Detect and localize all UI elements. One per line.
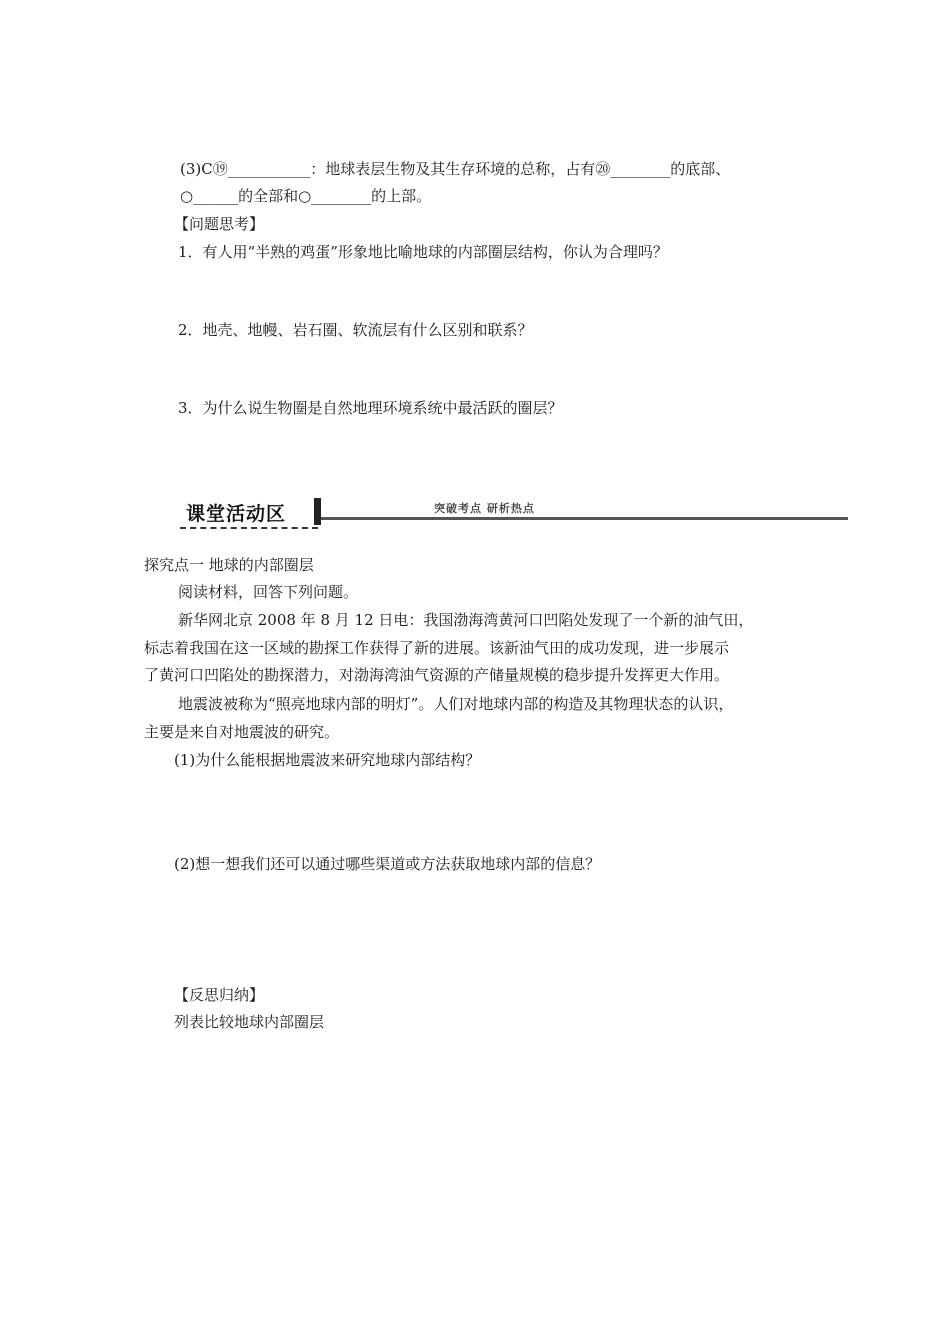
- question-1: 1．有人用“半熟的鸡蛋”形象地比喻地球的内部圈层结构，你认为合理吗？: [178, 243, 668, 261]
- reflection-text: 列表比较地球内部圈层: [174, 1013, 325, 1031]
- fill-blank-line-1: (3)C⑲___________：地球表层生物及其生存环境的总称，占有⑳________的底部、: [180, 160, 731, 178]
- sub-question-1: (1)为什么能根据地震波来研究地球内部结构？: [174, 751, 481, 769]
- reflection-heading: 【反思归纳】: [174, 986, 265, 1004]
- banner-title: 课堂活动区: [186, 503, 287, 525]
- reading-instruction: 阅读材料，回答下列问题。: [178, 583, 359, 601]
- material-paragraph-1-line-1: 新华网北京 2008 年 8 月 12 日电：我国渤海湾黄河口凹陷处发现了一个新的油气田，: [178, 611, 754, 629]
- section-banner: [180, 496, 848, 532]
- banner-rule-line: [321, 517, 848, 520]
- question-2: 2．地壳、地幔、岩石圈、软流层有什么区别和联系？: [178, 321, 533, 339]
- material-paragraph-1-line-2: 标志着我国在这一区域的勘探工作获得了新的进展。该新油气田的成功发现，进一步展示: [144, 639, 730, 657]
- material-paragraph-2-line-1: 地震波被称为“照亮地球内部的明灯”。人们对地球内部的构造及其物理状态的认识，: [178, 695, 734, 713]
- banner-dashed-underline: [180, 527, 318, 529]
- material-paragraph-1-line-3: 了黄河口凹陷处的勘探潜力，对渤海湾油气资源的产储量规模的稳步提升发挥更大作用。: [144, 666, 730, 684]
- sub-question-2: (2)想一想我们还可以通过哪些渠道或方法获取地球内部的信息？: [174, 855, 601, 873]
- explore-point-title: 探究点一 地球的内部圈层: [144, 556, 314, 574]
- question-3: 3．为什么说生物圈是自然地理环境系统中最活跃的圈层？: [178, 399, 563, 417]
- question-thinking-heading: 【问题思考】: [174, 215, 265, 233]
- banner-divider-bar: [314, 498, 321, 525]
- fill-blank-line-2: ○______的全部和○________的上部。: [180, 187, 432, 205]
- material-paragraph-2-line-2: 主要是来自对地震波的研究。: [144, 723, 340, 741]
- banner-subtitle: 突破考点 研析热点: [434, 502, 535, 515]
